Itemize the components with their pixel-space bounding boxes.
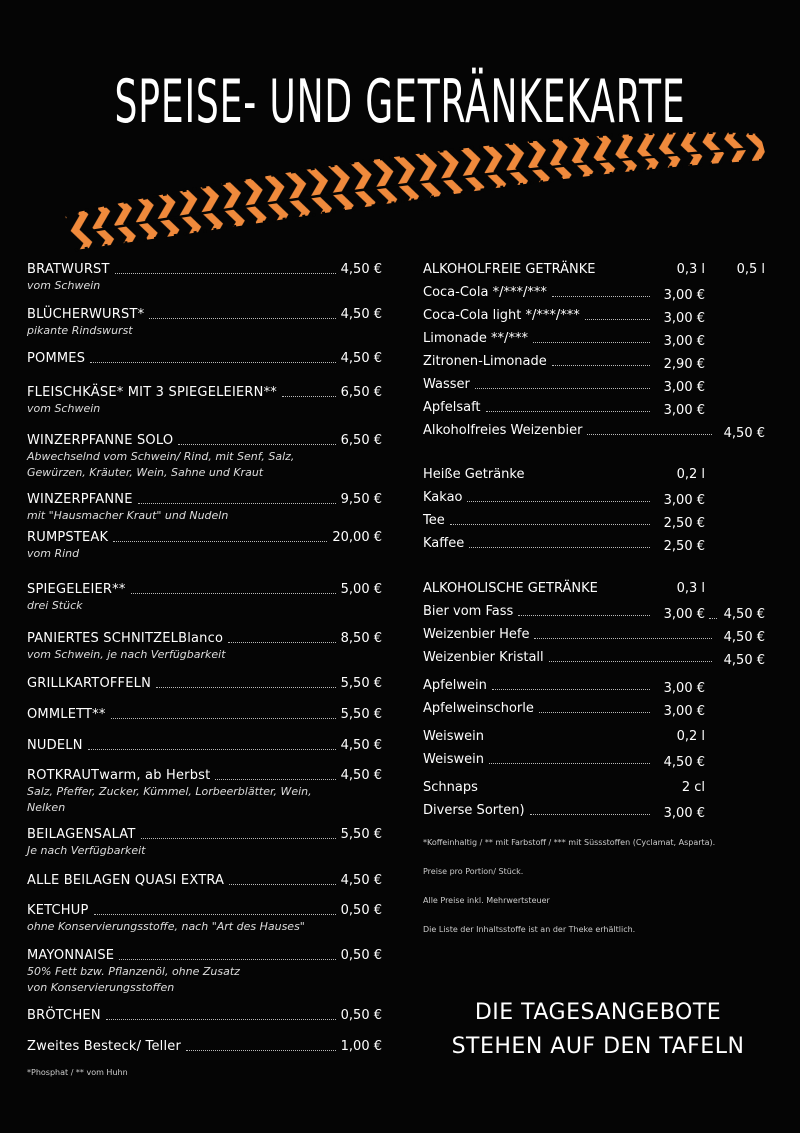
- drink-item: [423, 752, 768, 770]
- food-item-description: Gewürzen, Kräuter, Wein, Sahne und Kraut: [27, 466, 264, 479]
- food-item-name: PANIERTES SCHNITZEL: [27, 631, 179, 646]
- food-item-description: von Konservierungsstoffen: [27, 981, 175, 994]
- drink-price-small: 3,00 €: [663, 380, 705, 395]
- food-item-price: 5,50 €: [340, 676, 382, 691]
- dot-leader: [228, 642, 336, 643]
- drink-item-name: Limonade **/***: [423, 331, 528, 346]
- volume-column-label: 0,3 l: [676, 262, 705, 277]
- food-item: [27, 582, 382, 613]
- drink-price-small: 3,00 €: [663, 681, 705, 696]
- dot-leader: [90, 362, 335, 363]
- volume-column-label: 2 cl: [681, 780, 705, 795]
- dot-leader: [530, 814, 650, 815]
- dot-leader: [119, 959, 335, 960]
- food-item-name: BLÜCHERWURST*: [27, 307, 145, 322]
- volume-column-label: 0,5 l: [736, 262, 765, 277]
- drink-item: [423, 701, 768, 719]
- food-item-price: 4,50 €: [340, 768, 382, 783]
- drinks-note: Alle Preise inkl. Mehrwertsteuer: [423, 896, 550, 905]
- food-item-name: BRATWURST: [27, 262, 110, 277]
- food-item: [27, 676, 382, 691]
- dot-leader: [94, 914, 336, 915]
- food-item-price: 0,50 €: [340, 903, 382, 918]
- food-item: [27, 530, 382, 561]
- drink-item: [423, 513, 768, 531]
- drink-price-large: 4,50 €: [723, 653, 765, 668]
- drink-price-small: 3,00 €: [663, 334, 705, 349]
- drink-item-name: Apfelsaft: [423, 400, 481, 415]
- tire-track-graphic: [55, 120, 775, 260]
- daily-offers-line-2: STEHEN AUF DEN TAFELN: [451, 1034, 745, 1059]
- drink-item: [423, 627, 768, 645]
- food-item-description: Abwechselnd vom Schwein/ Rind, mit Senf, Salz,: [27, 450, 295, 463]
- drink-price-large: 4,50 €: [723, 630, 765, 645]
- drinks-section-heading: Schnaps: [423, 780, 478, 795]
- food-item-price: 0,50 €: [340, 1008, 382, 1023]
- drink-item-name: Alkoholfreies Weizenbier: [423, 423, 583, 438]
- food-item-price: 4,50 €: [340, 307, 382, 322]
- dot-leader: [215, 779, 335, 780]
- dot-leader: [486, 411, 650, 412]
- food-item-price: 6,50 €: [340, 385, 382, 400]
- dot-leader: [229, 884, 336, 885]
- drink-price-small: 3,00 €: [663, 493, 705, 508]
- drink-item: [423, 490, 768, 508]
- food-item-name: KETCHUP: [27, 903, 89, 918]
- food-footnote: *Phosphat / ** vom Huhn: [27, 1068, 128, 1077]
- drink-item-name: Weizenbier Hefe: [423, 627, 530, 642]
- food-item-description: vom Schwein: [27, 279, 101, 292]
- drink-item-name: Zitronen-Limonade: [423, 354, 547, 369]
- drink-item-name: Bier vom Fass: [423, 604, 514, 619]
- drink-item: [423, 678, 768, 696]
- food-item-description: 50% Fett bzw. Pflanzenöl, ohne Zusatz: [27, 965, 240, 978]
- food-item: [27, 385, 382, 416]
- drinks-note: Die Liste der Inhaltsstoffe ist an der Theke erhältlich.: [423, 925, 636, 934]
- drink-item: [423, 604, 768, 622]
- drink-price-small: 3,00 €: [663, 806, 705, 821]
- food-item-description: vom Rind: [27, 547, 80, 560]
- daily-offers-line-1: DIE TAGESANGEBOTE: [474, 1000, 722, 1025]
- food-item: [27, 948, 382, 995]
- food-item-name: ROTKRAUT: [27, 768, 100, 783]
- food-item: [27, 827, 382, 858]
- food-item-price: 5,00 €: [340, 582, 382, 597]
- food-item-description: mit "Hausmacher Kraut" und Nudeln: [27, 509, 229, 522]
- drinks-section-heading: Heiße Getränke: [423, 467, 525, 482]
- food-item-price: 4,50 €: [340, 262, 382, 277]
- drink-item-name: Coca-Cola */***/***: [423, 285, 547, 300]
- dot-leader: [552, 365, 650, 366]
- dot-leader: [138, 503, 336, 504]
- dot-leader: [282, 396, 336, 397]
- food-item-price: 5,50 €: [340, 707, 382, 722]
- food-item-name: BRÖTCHEN: [27, 1008, 101, 1023]
- food-item-description: drei Stück: [27, 599, 83, 612]
- drink-item-name: Apfelweinschorle: [423, 701, 534, 716]
- food-item: [27, 351, 382, 366]
- food-item-price: 20,00 €: [332, 530, 382, 545]
- food-item-name: OMMLETT**: [27, 707, 106, 722]
- food-item-description: vom Schwein: [27, 402, 101, 415]
- food-item: [27, 768, 382, 815]
- food-item-name: RUMPSTEAK: [27, 530, 109, 545]
- drink-item: [423, 423, 768, 441]
- food-item-name: BEILAGENSALAT: [27, 827, 136, 842]
- drink-item: [423, 285, 768, 303]
- dot-leader: [467, 501, 650, 502]
- dot-leader: [709, 618, 717, 619]
- daily-offers-notice: [423, 996, 773, 1064]
- volume-column-label: 0,2 l: [676, 729, 705, 744]
- dot-leader: [141, 838, 336, 839]
- drink-item: [423, 536, 768, 554]
- drinks-note: *Koffeinhaltig / ** mit Farbstoff / *** mit Süssstoffen (Cyclamat, Asparta).: [423, 838, 716, 847]
- dot-leader: [534, 638, 712, 639]
- food-item: [27, 873, 382, 888]
- dot-leader: [111, 718, 336, 719]
- dot-leader: [113, 541, 327, 542]
- dot-leader: [587, 434, 712, 435]
- drink-item: [423, 354, 768, 372]
- dot-leader: [469, 547, 650, 548]
- food-item-description: pikante Rindswurst: [27, 324, 133, 337]
- food-item-price: 8,50 €: [340, 631, 382, 646]
- food-item: [27, 903, 382, 934]
- dot-leader: [115, 273, 336, 274]
- drink-price-large: 4,50 €: [723, 426, 765, 441]
- food-item-name: GRILLKARTOFFELN: [27, 676, 152, 691]
- drink-price-small: 3,00 €: [663, 607, 705, 622]
- dot-leader: [186, 1050, 336, 1051]
- food-item-name: NUDELN: [27, 738, 83, 753]
- drink-item-name: Kaffee: [423, 536, 465, 551]
- drinks-section-heading: Weiswein: [423, 729, 484, 744]
- menu-title: SPEISE- UND GETRÄNKEKARTE: [114, 68, 686, 137]
- food-item-price: 4,50 €: [340, 738, 382, 753]
- food-item-name: MAYONNAISE: [27, 948, 115, 963]
- drink-price-small: 3,00 €: [663, 403, 705, 418]
- food-item-name: WINZERPFANNE: [27, 492, 133, 507]
- drink-item: [423, 377, 768, 395]
- drink-item-name: Wasser: [423, 377, 470, 392]
- drink-item: [423, 308, 768, 326]
- food-item-price: 4,50 €: [340, 873, 382, 888]
- dot-leader: [533, 342, 650, 343]
- drink-item: [423, 803, 768, 821]
- dot-leader: [131, 593, 336, 594]
- food-item-name: Zweites Besteck/ Teller: [27, 1039, 182, 1054]
- dot-leader: [539, 712, 650, 713]
- food-item: [27, 707, 382, 722]
- food-item-price: 5,50 €: [340, 827, 382, 842]
- food-item-description: Nelken: [27, 801, 66, 814]
- dot-leader: [156, 687, 336, 688]
- food-item-description: vom Schwein, je nach Verfügbarkeit: [27, 648, 226, 661]
- food-item: [27, 738, 382, 753]
- food-item: [27, 1008, 382, 1023]
- food-item-note: Blanco: [178, 631, 224, 646]
- dot-leader: [450, 524, 650, 525]
- dot-leader: [585, 319, 650, 320]
- drink-item: [423, 400, 768, 418]
- drink-price-small: 2,50 €: [663, 539, 705, 554]
- volume-column-label: 0,3 l: [676, 581, 705, 596]
- food-item-name: SPIEGELEIER**: [27, 582, 126, 597]
- drink-item-name: Diverse Sorten): [423, 803, 525, 818]
- volume-column-label: 0,2 l: [676, 467, 705, 482]
- food-item-name: FLEISCHKÄSE* MIT 3 SPIEGELEIERN**: [27, 385, 277, 400]
- drink-price-small: 3,00 €: [663, 311, 705, 326]
- food-item: [27, 262, 382, 293]
- dot-leader: [475, 388, 650, 389]
- food-item-price: 0,50 €: [340, 948, 382, 963]
- drink-price-small: 4,50 €: [663, 755, 705, 770]
- drink-item-name: Weizenbier Kristall: [423, 650, 544, 665]
- food-item-description: Salz, Pfeffer, Zucker, Kümmel, Lorbeerblätter, Wein,: [27, 785, 312, 798]
- dot-leader: [549, 661, 712, 662]
- food-item-price: 6,50 €: [340, 433, 382, 448]
- dot-leader: [178, 444, 335, 445]
- drink-item: [423, 650, 768, 668]
- drink-price-small: 3,00 €: [663, 288, 705, 303]
- dot-leader: [149, 318, 335, 319]
- drink-item: [423, 331, 768, 349]
- drink-price-small: 2,50 €: [663, 516, 705, 531]
- drink-price-small: 2,90 €: [663, 357, 705, 372]
- drinks-section-heading: ALKOHOLISCHE GETRÄNKE: [423, 581, 598, 596]
- food-item-price: 1,00 €: [340, 1039, 382, 1054]
- dot-leader: [88, 749, 336, 750]
- food-item: [27, 492, 382, 523]
- drink-price-small: 3,00 €: [663, 704, 705, 719]
- drink-item-name: Apfelwein: [423, 678, 487, 693]
- food-item-note: warm, ab Herbst: [99, 768, 211, 783]
- food-item-name: ALLE BEILAGEN QUASI EXTRA: [27, 873, 225, 888]
- food-item-description: Je nach Verfügbarkeit: [27, 844, 146, 857]
- food-item-description: ohne Konservierungsstoffe, nach "Art des Hauses": [27, 920, 305, 933]
- food-item: [27, 631, 382, 662]
- dot-leader: [518, 615, 650, 616]
- drink-price-large: 4,50 €: [723, 607, 765, 622]
- food-item-price: 4,50 €: [340, 351, 382, 366]
- dot-leader: [552, 296, 650, 297]
- drinks-note: Preise pro Portion/ Stück.: [423, 867, 524, 876]
- drink-item-name: Kakao: [423, 490, 463, 505]
- food-item: [27, 433, 382, 480]
- food-item-price: 9,50 €: [340, 492, 382, 507]
- dot-leader: [492, 689, 650, 690]
- food-item-name: POMMES: [27, 351, 86, 366]
- drinks-section-heading: ALKOHOLFREIE GETRÄNKE: [423, 262, 596, 277]
- dot-leader: [106, 1019, 336, 1020]
- food-item-name: WINZERPFANNE SOLO: [27, 433, 174, 448]
- drink-item-name: Weiswein: [423, 752, 484, 767]
- food-item: [27, 1039, 382, 1054]
- drink-item-name: Coca-Cola light */***/***: [423, 308, 580, 323]
- drink-item-name: Tee: [423, 513, 445, 528]
- food-item: [27, 307, 382, 338]
- dot-leader: [489, 763, 650, 764]
